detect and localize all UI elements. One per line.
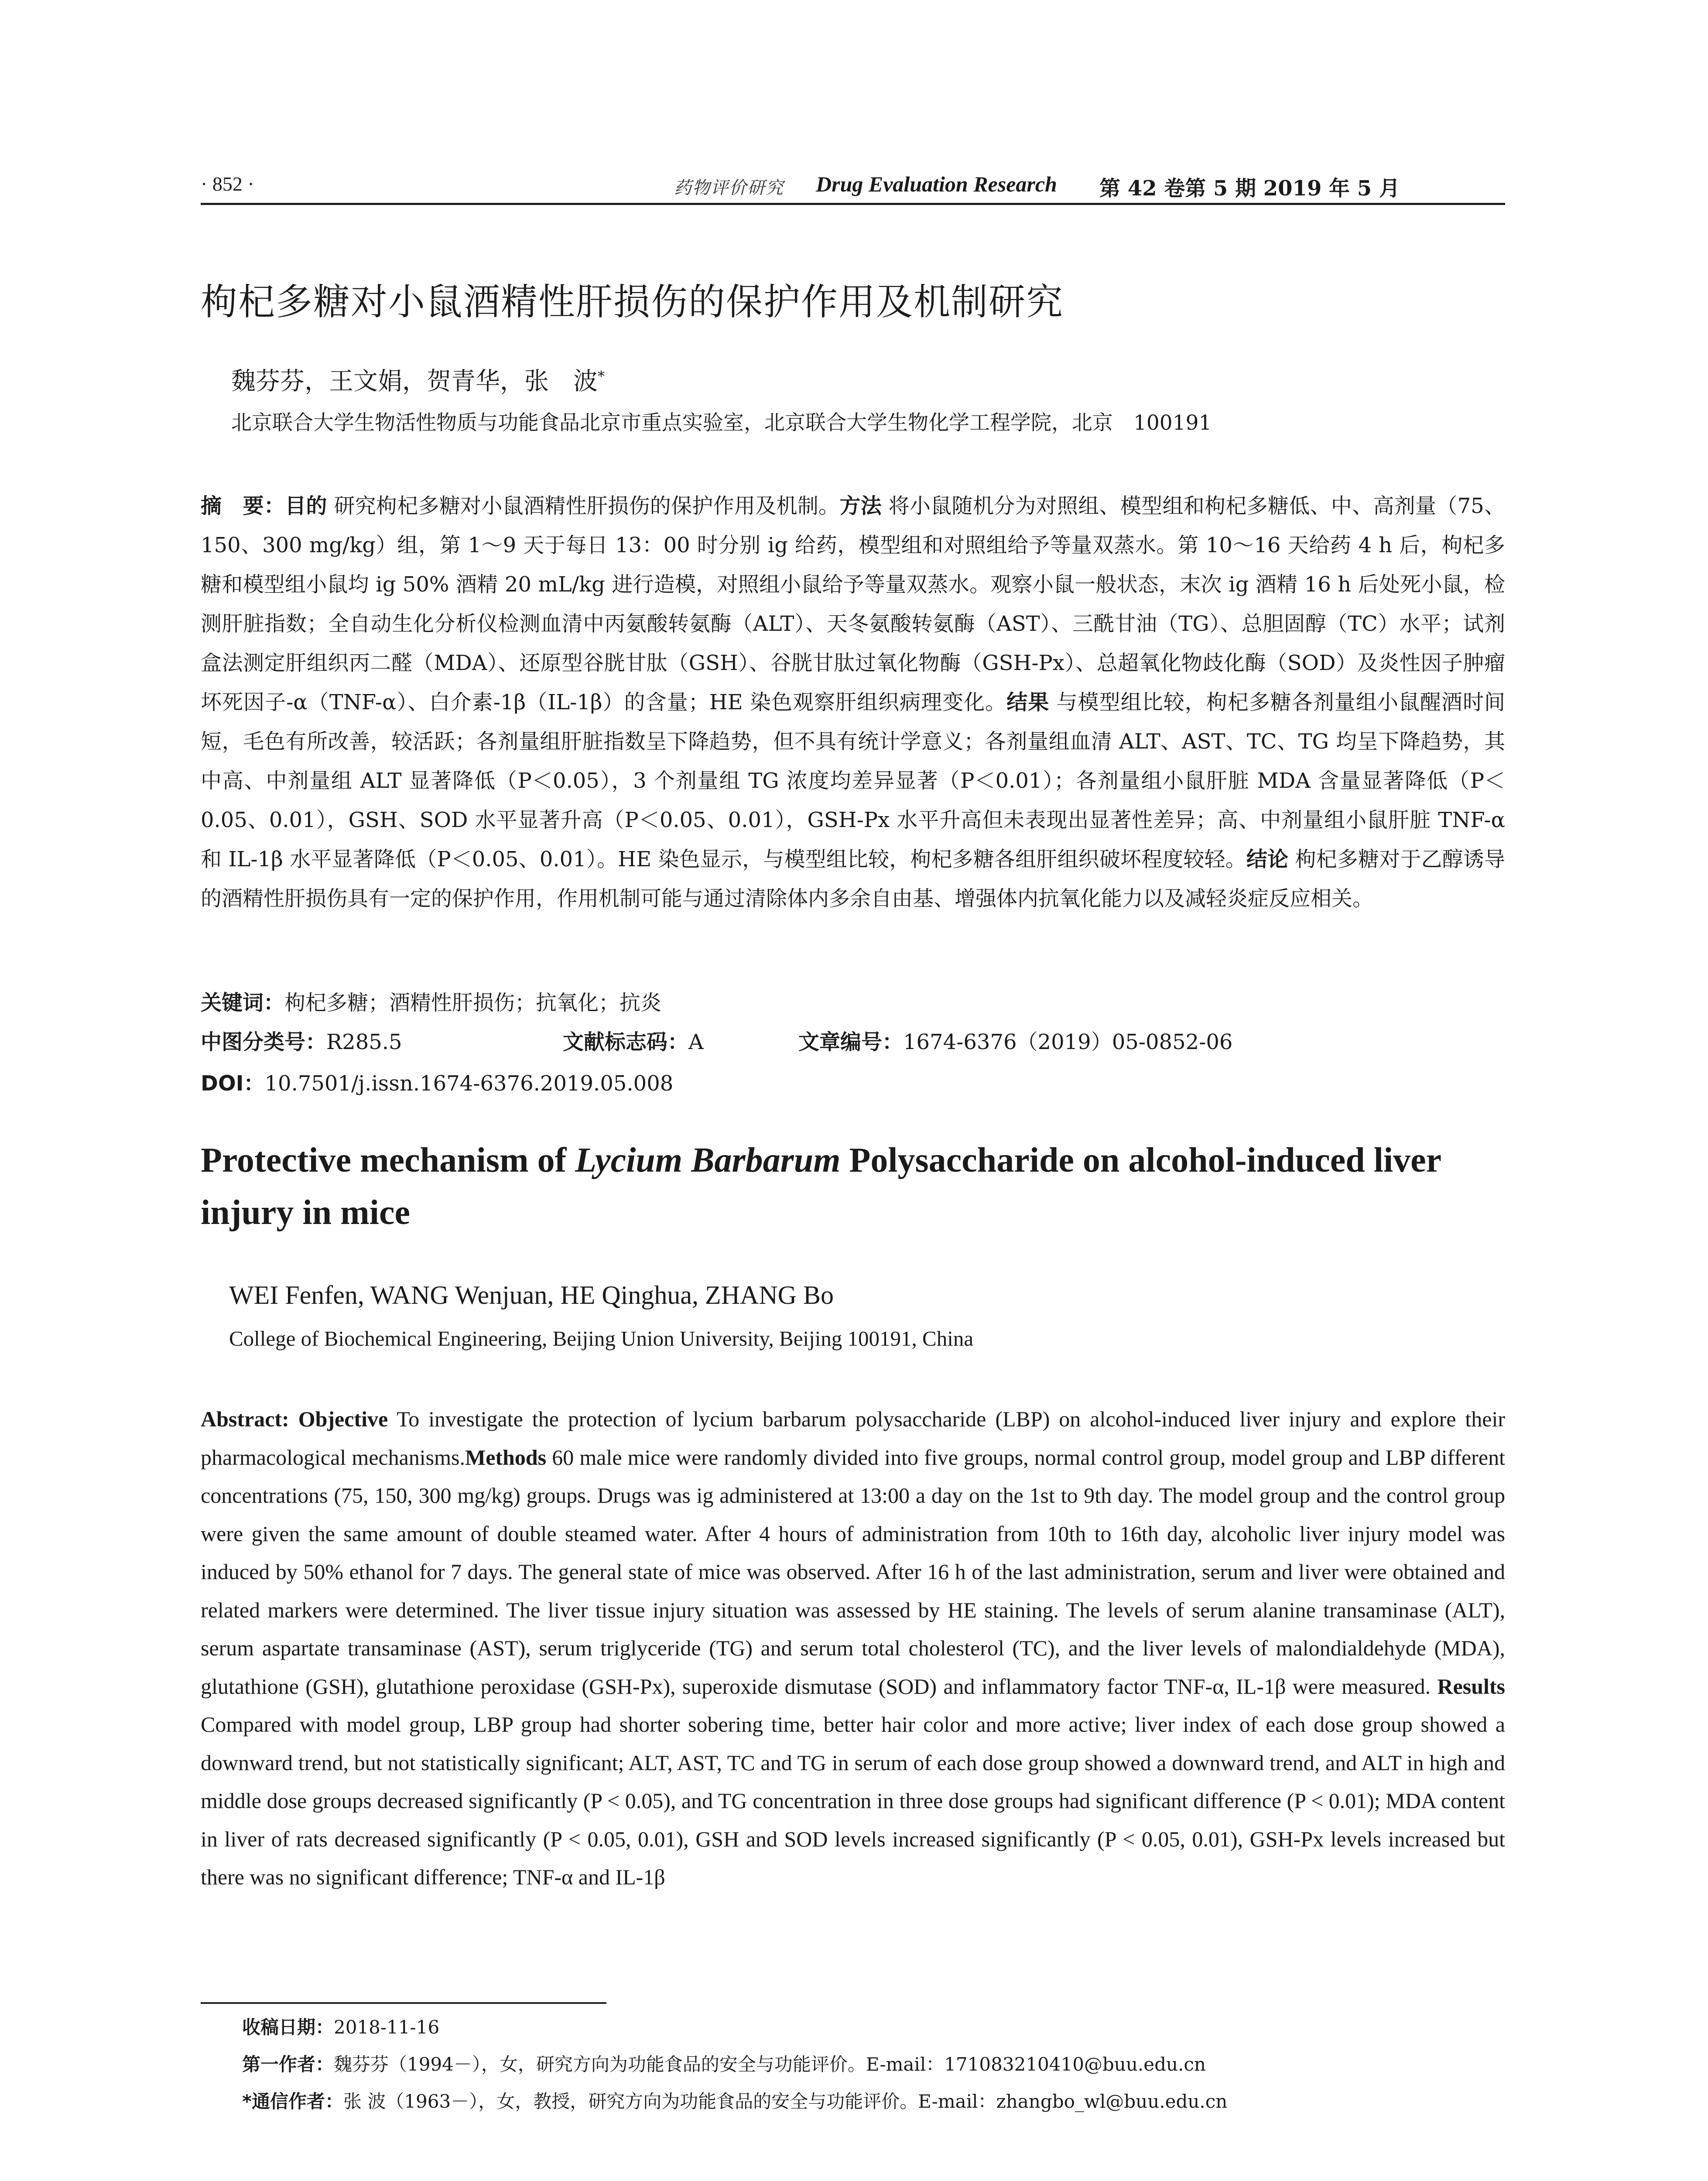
- header-rule: [201, 203, 1505, 205]
- conclusion-text: 枸杞多糖对于乙醇诱导的酒精性肝损伤具有一定的保护作用，作用机制可能与通过清除体内多余自由基、增强体内抗氧化能力以及减轻炎症反应相关。: [201, 847, 1505, 911]
- en-results-text: Compared with model group, LBP group had shorter sobering time, better hair color and more active; liver index of each dose group showed a downward trend, but not statistically significant; ALT, AST, TC and TG in serum of each dose group showed a downward trend, and ALT in high and middle dose groups decreased significantly (P < 0.05), and TG concentration in three dose groups had significant difference (P < 0.01); MDA content in liver of rats decreased significantly (P < 0.05, 0.01), GSH and SOD levels increased significantly (P < 0.05, 0.01), GSH-Px levels increased but there was no significant difference; TNF-α and IL-1β: [201, 1712, 1505, 1889]
- english-title-part1: Protective mechanism of: [201, 1141, 575, 1179]
- first-author-note: [242, 2050, 1206, 2076]
- doc-code-label: 文献标志码：: [563, 1030, 689, 1054]
- footnote-rule: [201, 2002, 606, 2004]
- doc-code-group: [563, 1025, 704, 1055]
- en-methods-label: Methods: [465, 1445, 547, 1470]
- doi-value: 10.7501/j.issn.1674-6376.2019.05.008: [264, 1071, 674, 1096]
- abstract-label: 摘 要：: [201, 494, 285, 518]
- english-authors: WEI Fenfen, WANG Wenjuan, HE Qinghua, ZHANG Bo: [229, 1281, 834, 1309]
- conclusion-label: 结论: [1246, 847, 1289, 872]
- keywords-line: [201, 986, 661, 1016]
- en-objective-label: Objective: [298, 1407, 388, 1431]
- corresponding-author-note: [242, 2087, 1227, 2113]
- article-no-label: 文章编号：: [798, 1030, 904, 1054]
- english-title-part2: Polysaccharide on alcohol-induced liver injury in mice: [201, 1141, 1441, 1232]
- keywords-label: 关键词：: [201, 991, 285, 1015]
- received-label: 收稿日期：: [242, 2017, 334, 2038]
- english-title-italic: Lycium Barbarum: [575, 1141, 841, 1179]
- running-header: [201, 168, 1505, 203]
- corresponding-label: *通信作者：: [242, 2091, 343, 2112]
- methods-text: 将小鼠随机分为对照组、模型组和枸杞多糖低、中、高剂量（75、150、300 mg/kg）组，第 1～9 天于每日 13：00 时分别 ig 给药，模型组和对照组给予等量双蒸水。第 10～16 天给药 4 h 后，枸杞多糖和模型组小鼠均 ig 50% 酒精 20 mL/kg 进行造模，对照组小鼠给予等量双蒸水。观察小鼠一般状态，末次 ig 酒精 16 h 后处死小鼠，检测肝脏指数；全自动生化分析仪检测血清中丙氨酸转氨酶（ALT）、天冬氨酸转氨酶（AST）、三酰甘油（TG）、总胆固醇（TC）水平；试剂盒法测定肝组织丙二醛（MDA）、还原型谷胱甘肽（GSH）、谷胱甘肽过氧化物酶（GSH-Px）、总超氧化物歧化酶（SOD）及炎性因子肿瘤坏死因子-α（TNF-α）、白介素-1β（IL-1β）的含量；HE 染色观察肝组织病理变化。: [201, 494, 1505, 714]
- keywords-text: 枸杞多糖；酒精性肝损伤；抗氧化；抗炎: [284, 991, 662, 1015]
- article-no-value: 1674-6376（2019）05-0852-06: [903, 1030, 1233, 1054]
- received-date: [242, 2013, 439, 2039]
- en-abstract-label: Abstract:: [201, 1407, 298, 1431]
- objective-text: 研究枸杞多糖对小鼠酒精性肝损伤的保护作用及机制。: [327, 494, 840, 518]
- results-label: 结果: [1006, 690, 1050, 714]
- english-abstract: [201, 1400, 1505, 1897]
- chinese-affiliation: 北京联合大学生物活性物质与功能食品北京市重点实验室，北京联合大学生物化学工程学院，北京 100191: [231, 411, 1212, 435]
- corresponding-mark: *: [598, 368, 605, 385]
- journal-logo: 药物评价研究: [674, 178, 784, 198]
- doc-code-value: A: [688, 1030, 704, 1054]
- classification-line: [201, 1025, 1505, 1056]
- first-author-value: 魏芬芬（1994－），女，研究方向为功能食品的安全与功能评价。E-mail：171083210410@buu.edu.cn: [334, 2054, 1206, 2075]
- journal-name: Drug Evaluation Research: [816, 172, 1057, 196]
- chinese-authors: [231, 362, 605, 397]
- corresponding-value: 张 波（1963－），女，教授，研究方向为功能食品的安全与功能评价。E-mail：zhangbo_wl@buu.edu.cn: [343, 2091, 1228, 2112]
- chinese-abstract: [201, 486, 1505, 918]
- page-number: · 852 ·: [201, 173, 254, 195]
- en-objective-text: To investigate the protection of lycium barbarum polysaccharide (LBP) on alcohol-induced liver injury and explore their pharmacological mechanisms.: [201, 1407, 1506, 1470]
- english-affiliation: College of Biochemical Engineering, Beijing Union University, Beijing 100191, China: [229, 1326, 974, 1350]
- first-author-label: 第一作者：: [242, 2054, 334, 2075]
- en-methods-text: 60 male mice were randomly divided into five groups, normal control group, model group and LBP different concentrations (75, 150, 300 mg/kg) groups. Drugs was ig administered at 13:00 a day on the 1st to 9th day. The model group and the control group were given the same amount of double steamed water. After 4 hours of administration from 10th to 16th day, alcoholic liver injury model was induced by 50% ethanol for 7 days. The general state of mice was observed. After 16 h of the last administration, serum and liver were obtained and related markers were determined. The liver tissue injury situation was assessed by HE staining. The levels of serum alanine transaminase (ALT), serum aspartate transaminase (AST), serum triglyceride (TG) and serum total cholesterol (TC), and the liver levels of malondialdehyde (MDA), glutathione (GSH), glutathione peroxidase (GSH-Px), superoxide dismutase (SOD) and inflammatory factor TNF-α, IL-1β were measured.: [201, 1445, 1505, 1699]
- received-value: 2018-11-16: [334, 2017, 440, 2038]
- en-results-label: Results: [1437, 1674, 1506, 1699]
- chinese-author-names: 魏芬芬，王文娟，贺青华，张 波: [231, 367, 598, 396]
- clc-group: [201, 1025, 402, 1055]
- doi-label: DOI：: [201, 1071, 265, 1096]
- chinese-title: 枸杞多糖对小鼠酒精性肝损伤的保护作用及机制研究: [201, 280, 1064, 323]
- results-text: 与模型组比较，枸杞多糖各剂量组小鼠醒酒时间短，毛色有所改善，较活跃；各剂量组肝脏指数呈下降趋势，但不具有统计学意义；各剂量组血清 ALT、AST、TC、TG 均呈下降趋势，其中高、中剂量组 ALT 显著降低（P＜0.05），3 个剂量组 TG 浓度均差异显著（P＜0.01）；各剂量组小鼠肝脏 MDA 含量显著降低（P＜0.05、0.01），GSH、SOD 水平显著升高（P＜0.05、0.01），GSH-Px 水平升高但未表现出显著性差异；高、中剂量组小鼠肝脏 TNF-α 和 IL-1β 水平显著降低（P＜0.05、0.01）。HE 染色显示，与模型组比较，枸杞多糖各组肝组织破坏程度较轻。: [201, 690, 1505, 872]
- objective-label: 目的: [285, 494, 327, 518]
- doi-line: [201, 1067, 673, 1097]
- issue-info: 第 42 卷第 5 期 2019 年 5 月: [1099, 176, 1400, 201]
- clc-value: R285.5: [326, 1030, 402, 1054]
- methods-label: 方法: [839, 494, 882, 518]
- article-no-group: [798, 1025, 1232, 1055]
- english-title: [201, 1134, 1505, 1239]
- clc-label: 中图分类号：: [201, 1030, 327, 1054]
